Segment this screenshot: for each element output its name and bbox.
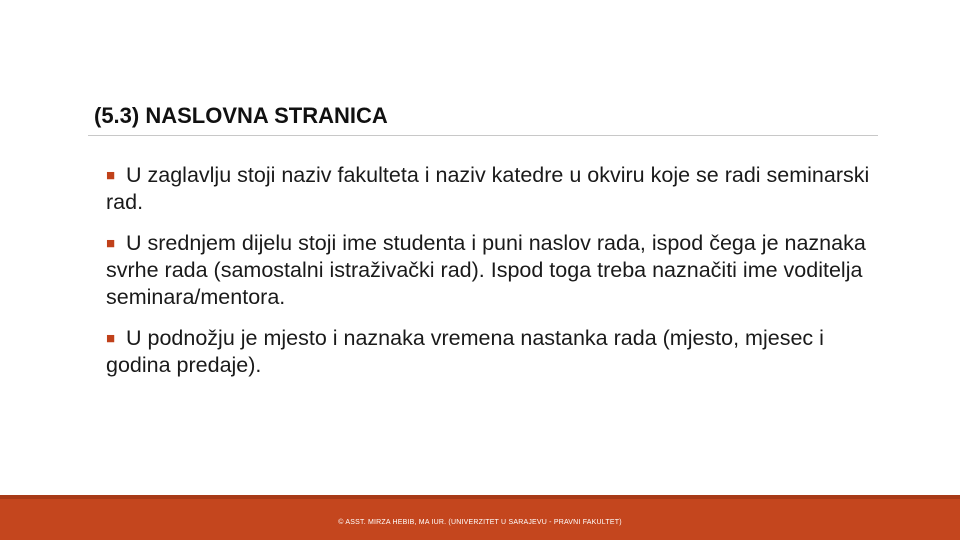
bullet-text: U srednjem dijelu stoji ime studenta i puni naslov rada, ispod čega je naznaka svrhe rada (samostalni istraživački rad). Ispod toga treba naznačiti ime voditelja seminara/mentora. bbox=[106, 231, 866, 309]
slide-title: (5.3) NASLOVNA STRANICA bbox=[94, 103, 388, 128]
bullet-text: U podnožju je mjesto i naznaka vremena nastanka rada (mjesto, mjesec i godina predaje). bbox=[106, 326, 824, 377]
bullet-list bbox=[106, 162, 876, 393]
square-bullet-icon: ■ bbox=[106, 167, 116, 184]
bullet-item bbox=[106, 162, 876, 216]
bullet-item bbox=[106, 325, 876, 379]
bullet-text: U zaglavlju stoji naziv fakulteta i naziv katedre u okviru koje se radi seminarski rad. bbox=[106, 163, 870, 214]
square-bullet-icon: ■ bbox=[106, 235, 116, 252]
bullet-item bbox=[106, 230, 876, 311]
title-divider bbox=[88, 135, 878, 136]
footer-copyright: © ASST. MIRZA HEBIB, MA IUR. (UNIVERZITET U SARAJEVU - PRAVNI FAKULTET) bbox=[338, 519, 622, 526]
square-bullet-icon: ■ bbox=[106, 330, 116, 347]
